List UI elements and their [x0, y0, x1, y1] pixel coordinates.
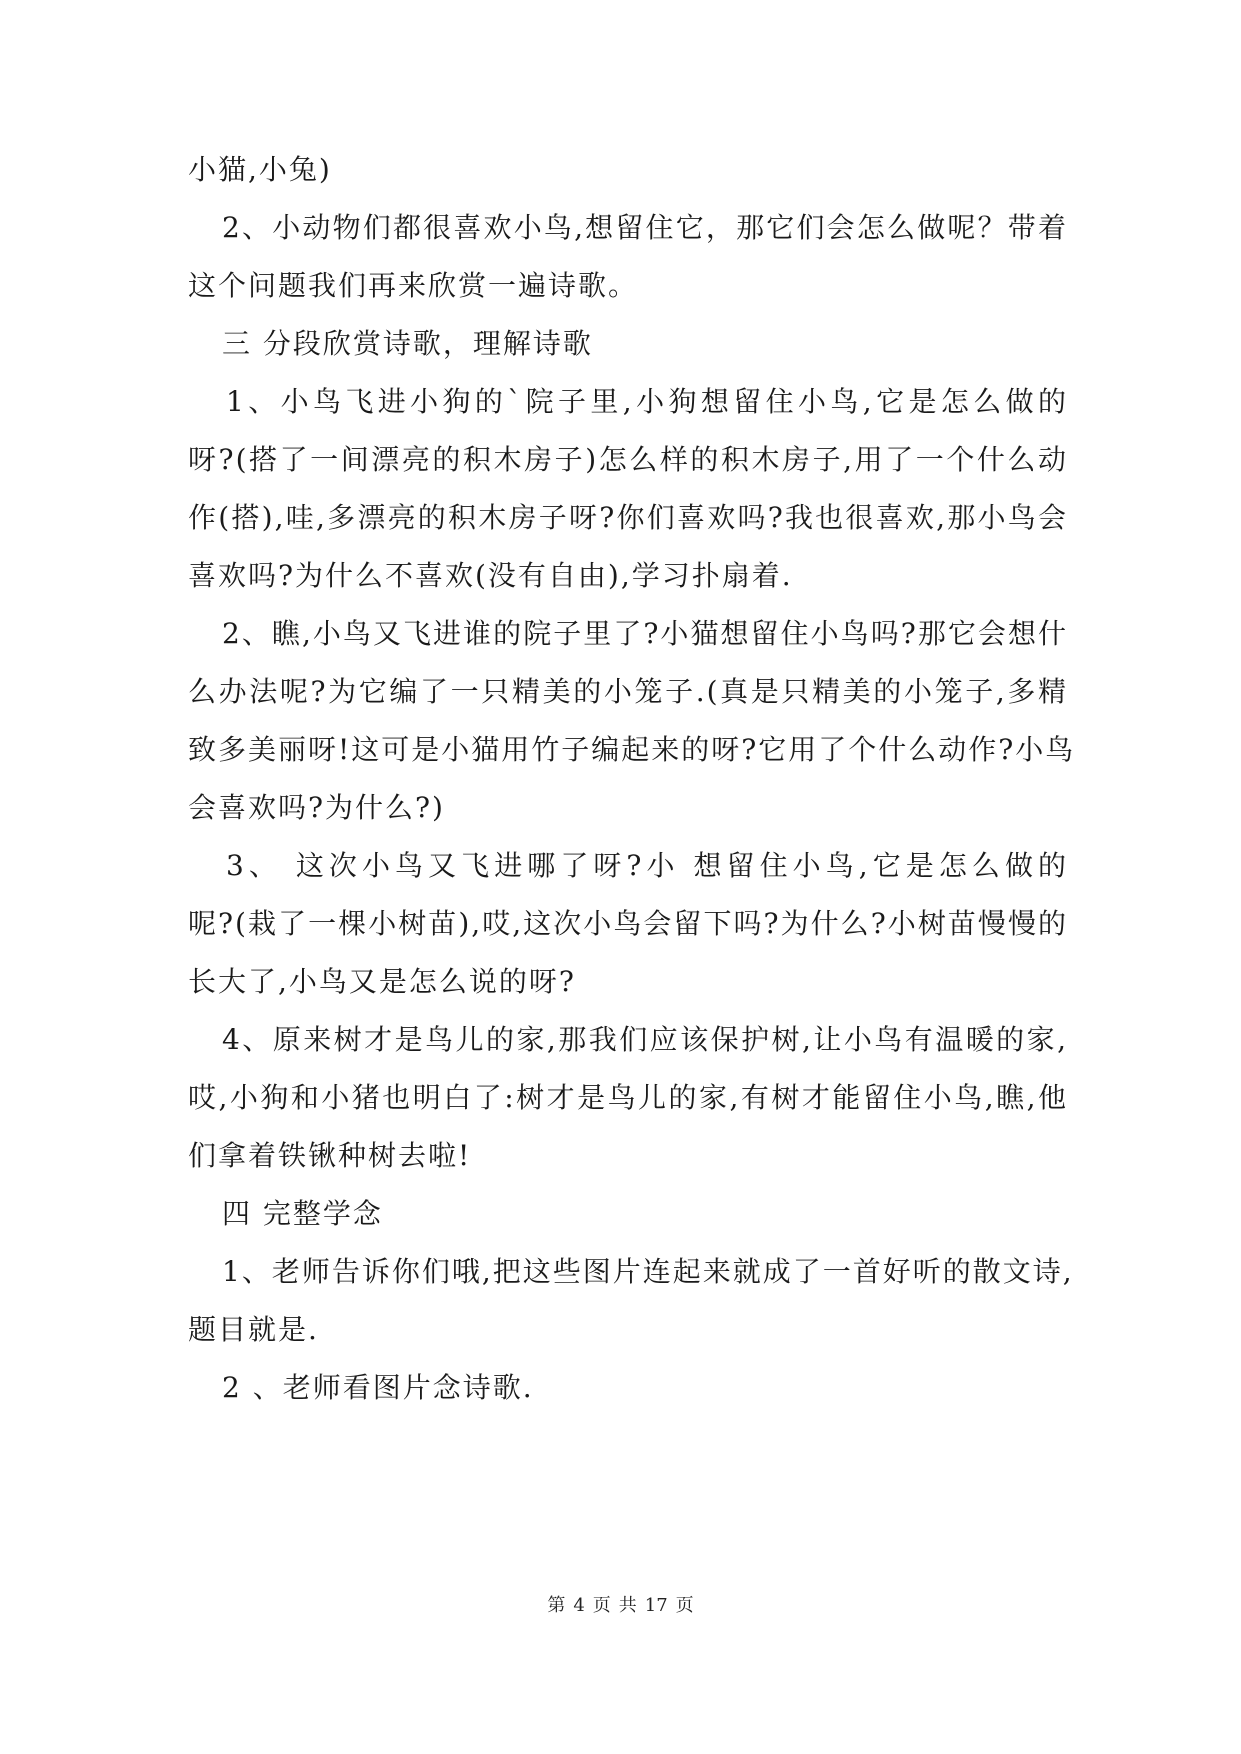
section-heading: 三 分段欣赏诗歌，理解诗歌: [222, 327, 593, 360]
page-footer: [0, 1594, 1241, 1618]
total-page-count: 17: [644, 1595, 668, 1616]
text-line: 呀?(搭了一间漂亮的积木房子)怎么样的积木房子,用了一个什么动: [188, 443, 1068, 476]
text-line: 3、 这次小鸟又飞进哪了呀?小 想留住小鸟,它是怎么做的: [226, 849, 1068, 882]
text-line: 会喜欢吗?为什么?): [188, 791, 445, 824]
text-line: 哎,小狗和小猪也明白了:树才是鸟儿的家,有树才能留住小鸟,瞧,他: [188, 1081, 1068, 1114]
footer-prefix: 第: [547, 1595, 566, 1616]
text-line: 喜欢吗?为什么不喜欢(没有自由),学习扑扇着.: [188, 559, 793, 592]
section-heading: 四 完整学念: [222, 1197, 383, 1230]
text-line: 致多美丽呀!这可是小猫用竹子编起来的呀?它用了个什么动作?小鸟: [188, 733, 1076, 766]
text-line: 小猫,小兔): [188, 153, 332, 186]
text-line: 么办法呢?为它编了一只精美的小笼子.(真是只精美的小笼子,多精: [188, 675, 1068, 708]
text-line: 长大了,小鸟又是怎么说的呀?: [188, 965, 576, 998]
text-line: 4、原来树才是鸟儿的家,那我们应该保护树,让小鸟有温暖的家,: [222, 1023, 1068, 1056]
text-line: 们拿着铁锹种树去啦!: [188, 1139, 472, 1172]
text-line: 这个问题我们再来欣赏一遍诗歌。: [188, 269, 639, 302]
text-line: 2 、老师看图片念诗歌.: [222, 1371, 534, 1404]
footer-total-unit: 页: [675, 1595, 694, 1616]
text-line: 1、小鸟飞进小狗的`院子里,小狗想留住小鸟,它是怎么做的: [226, 385, 1068, 418]
current-page-number: 4: [573, 1595, 585, 1616]
text-line: 题目就是.: [188, 1313, 319, 1346]
text-line: 呢?(栽了一棵小树苗),哎,这次小鸟会留下吗?为什么?小树苗慢慢的: [188, 907, 1068, 940]
text-line: 2、瞧,小鸟又飞进谁的院子里了?小猫想留住小鸟吗?那它会想什: [222, 617, 1068, 650]
text-line: 作(搭),哇,多漂亮的积木房子呀?你们喜欢吗?我也很喜欢,那小鸟会: [188, 501, 1068, 534]
footer-total-prefix: 共: [618, 1595, 637, 1616]
footer-page-unit: 页: [592, 1595, 611, 1616]
text-line: 2、小动物们都很喜欢小鸟,想留住它，那它们会怎么做呢？带着: [222, 211, 1068, 244]
text-line: 1、老师告诉你们哦,把这些图片连起来就成了一首好听的散文诗,: [222, 1255, 1074, 1288]
